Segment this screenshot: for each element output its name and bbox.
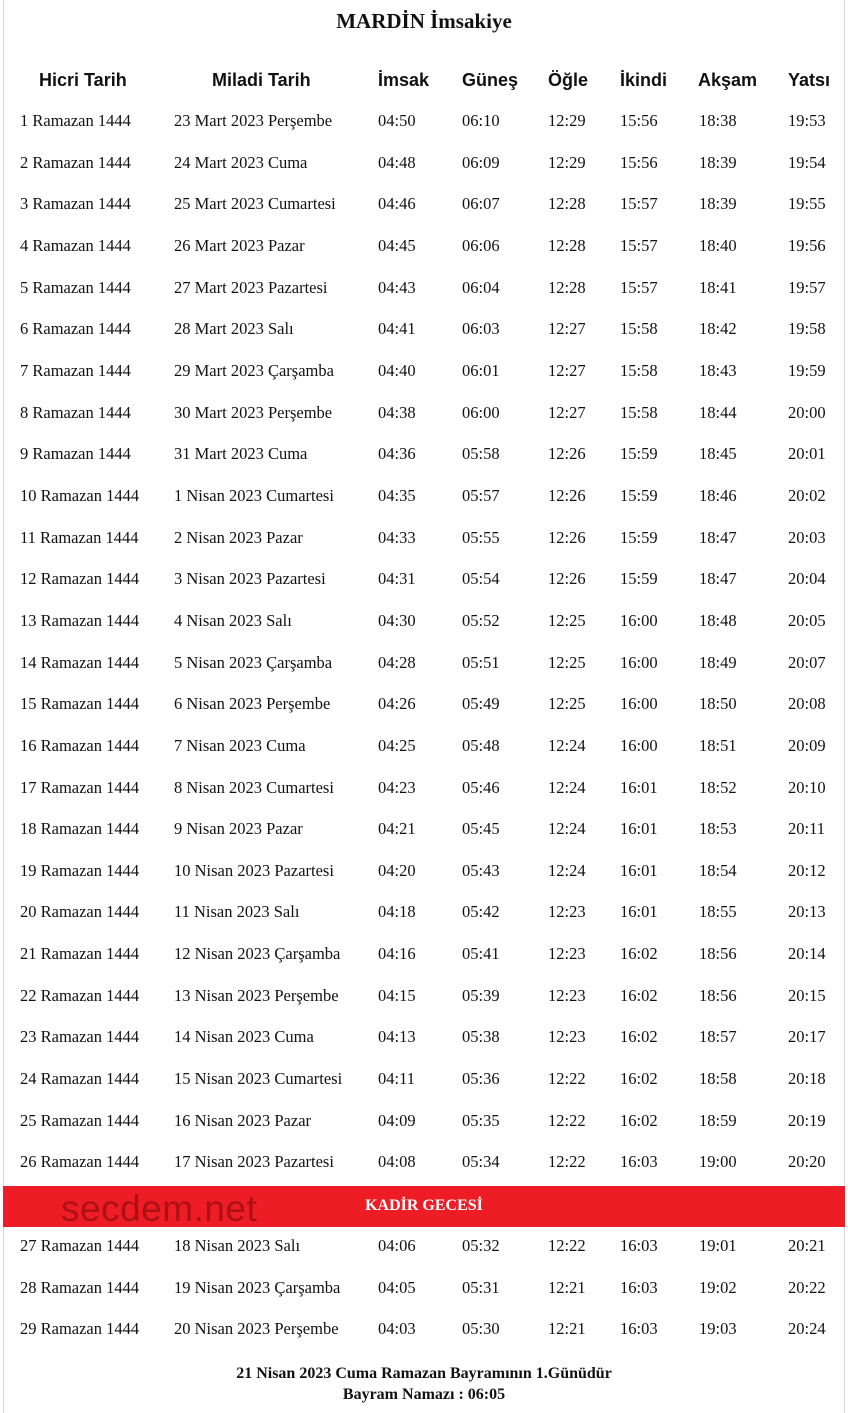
table-row bbox=[0, 145, 848, 187]
hicri-date: 13 Ramazan 1444 bbox=[20, 610, 140, 630]
aksam-time: 18:52 bbox=[699, 777, 737, 797]
ogle-time: 12:22 bbox=[548, 1110, 586, 1130]
yatsi-time: 20:20 bbox=[788, 1152, 826, 1172]
imsak-time: 04:50 bbox=[378, 111, 416, 130]
hicri-date: 16 Ramazan 1444 bbox=[20, 735, 140, 755]
hicri-date: 22 Ramazan 1444 bbox=[20, 985, 140, 1005]
miladi-date: 3 Nisan 2023 Pazartesi bbox=[174, 569, 326, 589]
imsak-time: 04:05 bbox=[378, 1277, 416, 1297]
imsak-time: 04:43 bbox=[378, 277, 416, 297]
hicri-date: 25 Ramazan 1444 bbox=[20, 1110, 140, 1130]
footer-namaz-line: Bayram Namazı : 06:05 bbox=[342, 1386, 506, 1403]
imsak-time: 04:09 bbox=[378, 1110, 416, 1130]
table-row bbox=[0, 436, 848, 478]
imsak-time: 04:20 bbox=[378, 860, 416, 880]
ikindi-time: 16:00 bbox=[620, 694, 658, 714]
imsak-time: 04:21 bbox=[378, 819, 416, 839]
hicri-date: 1 Ramazan 1444 bbox=[20, 111, 131, 130]
table-row bbox=[0, 1019, 848, 1061]
hicri-date: 19 Ramazan 1444 bbox=[20, 860, 140, 880]
miladi-date: 5 Nisan 2023 Çarşamba bbox=[174, 652, 333, 672]
aksam-time: 18:49 bbox=[699, 652, 737, 672]
gunes-time: 05:36 bbox=[462, 1069, 500, 1089]
miladi-date: 16 Nisan 2023 Pazar bbox=[174, 1110, 312, 1130]
imsak-time: 04:23 bbox=[378, 777, 416, 797]
aksam-time: 18:40 bbox=[699, 235, 737, 255]
gunes-time: 05:54 bbox=[462, 569, 500, 589]
table-body-before bbox=[0, 103, 848, 1186]
imsak-time: 04:18 bbox=[378, 902, 416, 922]
gunes-time: 05:51 bbox=[462, 652, 500, 672]
yatsi-time: 19:56 bbox=[788, 235, 826, 255]
table-row bbox=[0, 936, 848, 978]
table-row bbox=[0, 770, 848, 812]
table-row bbox=[0, 603, 848, 645]
table-row bbox=[0, 520, 848, 562]
aksam-time: 18:45 bbox=[699, 444, 737, 464]
miladi-date: 25 Mart 2023 Cumartesi bbox=[174, 194, 336, 214]
miladi-date: 29 Mart 2023 Çarşamba bbox=[174, 360, 334, 380]
ikindi-time: 16:00 bbox=[620, 610, 658, 630]
imsak-time: 04:28 bbox=[378, 652, 416, 672]
imsak-time: 04:45 bbox=[378, 235, 416, 255]
miladi-date: 30 Mart 2023 Perşembe bbox=[174, 402, 333, 422]
table-row bbox=[0, 353, 848, 395]
imsak-time: 04:25 bbox=[378, 735, 416, 755]
miladi-date: 27 Mart 2023 Pazartesi bbox=[174, 277, 328, 297]
table-row bbox=[0, 478, 848, 520]
hicri-date: 8 Ramazan 1444 bbox=[20, 402, 131, 422]
yatsi-time: 20:07 bbox=[788, 652, 826, 672]
yatsi-time: 19:53 bbox=[788, 111, 826, 130]
ikindi-time: 15:56 bbox=[620, 152, 658, 172]
imsak-time: 04:48 bbox=[378, 152, 416, 172]
hicri-date: 28 Ramazan 1444 bbox=[20, 1277, 140, 1297]
ikindi-time: 15:58 bbox=[620, 319, 658, 339]
yatsi-time: 20:08 bbox=[788, 694, 826, 714]
ogle-time: 12:28 bbox=[548, 235, 586, 255]
yatsi-time: 20:01 bbox=[788, 444, 826, 464]
gunes-time: 05:39 bbox=[462, 985, 500, 1005]
ikindi-time: 16:01 bbox=[620, 860, 658, 880]
header-imsak: İmsak bbox=[378, 70, 430, 90]
yatsi-time: 19:59 bbox=[788, 360, 826, 380]
ogle-time: 12:27 bbox=[548, 360, 586, 380]
imsak-time: 04:11 bbox=[378, 1069, 415, 1089]
yatsi-time: 20:14 bbox=[788, 944, 826, 964]
aksam-time: 18:59 bbox=[699, 1110, 737, 1130]
ikindi-time: 15:58 bbox=[620, 360, 658, 380]
hicri-date: 29 Ramazan 1444 bbox=[20, 1319, 140, 1339]
ikindi-time: 16:02 bbox=[620, 1110, 658, 1130]
yatsi-time: 20:19 bbox=[788, 1110, 826, 1130]
miladi-date: 12 Nisan 2023 Çarşamba bbox=[174, 944, 341, 964]
table-row bbox=[0, 1311, 848, 1353]
ogle-time: 12:29 bbox=[548, 152, 586, 172]
miladi-date: 26 Mart 2023 Pazar bbox=[174, 235, 305, 255]
miladi-date: 8 Nisan 2023 Cumartesi bbox=[174, 777, 334, 797]
imsak-time: 04:40 bbox=[378, 360, 416, 380]
hicri-date: 6 Ramazan 1444 bbox=[20, 319, 131, 339]
yatsi-time: 20:02 bbox=[788, 485, 826, 505]
ikindi-time: 15:57 bbox=[620, 277, 658, 297]
table-row bbox=[0, 103, 848, 145]
miladi-date: 6 Nisan 2023 Perşembe bbox=[174, 694, 331, 714]
ogle-time: 12:27 bbox=[548, 402, 586, 422]
header-gunes: Güneş bbox=[462, 70, 519, 90]
header-aksam: Akşam bbox=[698, 70, 758, 90]
ogle-time: 12:23 bbox=[548, 985, 586, 1005]
table-row bbox=[0, 186, 848, 228]
watermark: secdem.net bbox=[61, 1188, 258, 1229]
table-row bbox=[0, 1061, 848, 1103]
miladi-date: 7 Nisan 2023 Cuma bbox=[174, 735, 306, 755]
table-body-after bbox=[0, 1228, 848, 1353]
imsak-time: 04:03 bbox=[378, 1319, 416, 1339]
ogle-time: 12:23 bbox=[548, 902, 586, 922]
aksam-time: 18:54 bbox=[699, 860, 737, 880]
gunes-time: 06:01 bbox=[462, 360, 500, 380]
table-row bbox=[0, 561, 848, 603]
aksam-time: 18:43 bbox=[699, 360, 737, 380]
hicri-date: 24 Ramazan 1444 bbox=[20, 1069, 140, 1089]
ikindi-time: 16:01 bbox=[620, 777, 658, 797]
ikindi-time: 15:57 bbox=[620, 235, 658, 255]
aksam-time: 18:58 bbox=[699, 1069, 737, 1089]
ikindi-time: 16:01 bbox=[620, 902, 658, 922]
table-row bbox=[0, 1228, 848, 1270]
ogle-time: 12:28 bbox=[548, 194, 586, 214]
footer bbox=[0, 1363, 848, 1405]
aksam-time: 18:56 bbox=[699, 944, 737, 964]
ogle-time: 12:25 bbox=[548, 652, 586, 672]
hicri-date: 18 Ramazan 1444 bbox=[20, 819, 140, 839]
ikindi-time: 16:03 bbox=[620, 1319, 658, 1339]
yatsi-time: 20:24 bbox=[788, 1319, 826, 1339]
aksam-time: 18:55 bbox=[699, 902, 737, 922]
ikindi-time: 15:58 bbox=[620, 402, 658, 422]
aksam-time: 18:56 bbox=[699, 985, 737, 1005]
miladi-date: 15 Nisan 2023 Cumartesi bbox=[174, 1069, 343, 1089]
aksam-time: 18:44 bbox=[699, 402, 737, 422]
gunes-time: 05:32 bbox=[462, 1236, 500, 1255]
gunes-time: 06:10 bbox=[462, 111, 500, 130]
header-hicri: Hicri Tarih bbox=[39, 70, 127, 90]
miladi-date: 18 Nisan 2023 Salı bbox=[174, 1236, 301, 1255]
aksam-time: 19:03 bbox=[699, 1319, 737, 1339]
gunes-time: 06:04 bbox=[462, 277, 500, 297]
gunes-time: 06:03 bbox=[462, 319, 500, 339]
hicri-date: 20 Ramazan 1444 bbox=[20, 902, 140, 922]
gunes-time: 05:42 bbox=[462, 902, 500, 922]
miladi-date: 20 Nisan 2023 Perşembe bbox=[174, 1319, 339, 1339]
ikindi-time: 16:03 bbox=[620, 1236, 658, 1255]
ikindi-time: 16:02 bbox=[620, 944, 658, 964]
ogle-time: 12:23 bbox=[548, 1027, 586, 1047]
ogle-time: 12:23 bbox=[548, 944, 586, 964]
imsak-time: 04:38 bbox=[378, 402, 416, 422]
miladi-date: 4 Nisan 2023 Salı bbox=[174, 610, 292, 630]
yatsi-time: 20:09 bbox=[788, 735, 826, 755]
imsak-time: 04:36 bbox=[378, 444, 416, 464]
hicri-date: 9 Ramazan 1444 bbox=[20, 444, 131, 464]
ogle-time: 12:27 bbox=[548, 319, 586, 339]
miladi-date: 24 Mart 2023 Cuma bbox=[174, 152, 308, 172]
ogle-time: 12:22 bbox=[548, 1236, 586, 1255]
ogle-time: 12:24 bbox=[548, 777, 586, 797]
hicri-date: 14 Ramazan 1444 bbox=[20, 652, 140, 672]
aksam-time: 19:02 bbox=[699, 1277, 737, 1297]
hicri-date: 4 Ramazan 1444 bbox=[20, 235, 131, 255]
yatsi-time: 20:15 bbox=[788, 985, 826, 1005]
kadir-gecesi-label: KADİR GECESİ bbox=[365, 1197, 483, 1214]
miladi-date: 23 Mart 2023 Perşembe bbox=[174, 111, 333, 130]
gunes-time: 05:34 bbox=[462, 1152, 500, 1172]
page-title: MARDİN İmsakiye bbox=[336, 9, 512, 33]
ikindi-time: 15:59 bbox=[620, 527, 658, 547]
table-row bbox=[0, 395, 848, 437]
ogle-time: 12:24 bbox=[548, 819, 586, 839]
ogle-time: 12:21 bbox=[548, 1319, 586, 1339]
yatsi-time: 19:54 bbox=[788, 152, 826, 172]
yatsi-time: 20:18 bbox=[788, 1069, 826, 1089]
gunes-time: 05:46 bbox=[462, 777, 500, 797]
gunes-time: 05:41 bbox=[462, 944, 500, 964]
header-ogle: Öğle bbox=[548, 70, 589, 90]
ogle-time: 12:21 bbox=[548, 1277, 586, 1297]
ikindi-time: 15:59 bbox=[620, 485, 658, 505]
aksam-time: 18:50 bbox=[699, 694, 737, 714]
yatsi-time: 20:21 bbox=[788, 1236, 826, 1255]
aksam-time: 18:38 bbox=[699, 111, 737, 130]
table-header bbox=[0, 66, 848, 96]
aksam-time: 19:01 bbox=[699, 1236, 737, 1255]
table-row bbox=[0, 894, 848, 936]
table-row bbox=[0, 686, 848, 728]
miladi-date: 1 Nisan 2023 Cumartesi bbox=[174, 485, 334, 505]
aksam-time: 18:53 bbox=[699, 819, 737, 839]
hicri-date: 11 Ramazan 1444 bbox=[20, 527, 139, 547]
table-row bbox=[0, 1270, 848, 1312]
yatsi-time: 20:10 bbox=[788, 777, 826, 797]
ogle-time: 12:26 bbox=[548, 527, 586, 547]
table-row bbox=[0, 978, 848, 1020]
miladi-date: 28 Mart 2023 Salı bbox=[174, 319, 294, 339]
ogle-time: 12:28 bbox=[548, 277, 586, 297]
ogle-time: 12:25 bbox=[548, 694, 586, 714]
imsak-time: 04:08 bbox=[378, 1152, 416, 1172]
hicri-date: 21 Ramazan 1444 bbox=[20, 944, 140, 964]
table-row bbox=[0, 853, 848, 895]
imsak-time: 04:33 bbox=[378, 527, 416, 547]
miladi-date: 11 Nisan 2023 Salı bbox=[174, 902, 300, 922]
ogle-time: 12:24 bbox=[548, 860, 586, 880]
aksam-time: 18:46 bbox=[699, 485, 737, 505]
aksam-time: 18:42 bbox=[699, 319, 737, 339]
aksam-time: 18:48 bbox=[699, 610, 737, 630]
ogle-time: 12:26 bbox=[548, 485, 586, 505]
yatsi-time: 20:04 bbox=[788, 569, 826, 589]
gunes-time: 06:00 bbox=[462, 402, 500, 422]
gunes-time: 05:57 bbox=[462, 485, 500, 505]
yatsi-time: 20:13 bbox=[788, 902, 826, 922]
aksam-time: 18:41 bbox=[699, 277, 737, 297]
miladi-date: 19 Nisan 2023 Çarşamba bbox=[174, 1277, 341, 1297]
ikindi-time: 16:00 bbox=[620, 735, 658, 755]
gunes-time: 05:55 bbox=[462, 527, 500, 547]
ogle-time: 12:26 bbox=[548, 444, 586, 464]
imsak-time: 04:15 bbox=[378, 985, 416, 1005]
imsak-time: 04:35 bbox=[378, 485, 416, 505]
ikindi-time: 16:02 bbox=[620, 985, 658, 1005]
yatsi-time: 20:00 bbox=[788, 402, 826, 422]
table-row bbox=[0, 811, 848, 853]
imsak-time: 04:30 bbox=[378, 610, 416, 630]
table-row bbox=[0, 728, 848, 770]
hicri-date: 15 Ramazan 1444 bbox=[20, 694, 140, 714]
table-row bbox=[0, 228, 848, 270]
aksam-time: 18:47 bbox=[699, 527, 737, 547]
miladi-date: 9 Nisan 2023 Pazar bbox=[174, 819, 303, 839]
ogle-time: 12:24 bbox=[548, 735, 586, 755]
imsak-time: 04:06 bbox=[378, 1236, 416, 1255]
gunes-time: 05:35 bbox=[462, 1110, 500, 1130]
gunes-time: 05:31 bbox=[462, 1277, 500, 1297]
miladi-date: 2 Nisan 2023 Pazar bbox=[174, 527, 303, 547]
gunes-time: 05:49 bbox=[462, 694, 500, 714]
yatsi-time: 20:11 bbox=[788, 819, 825, 839]
table-row bbox=[0, 1144, 848, 1186]
ikindi-time: 15:57 bbox=[620, 194, 658, 214]
hicri-date: 26 Ramazan 1444 bbox=[20, 1152, 140, 1172]
yatsi-time: 19:57 bbox=[788, 277, 826, 297]
ogle-time: 12:29 bbox=[548, 111, 586, 130]
ogle-time: 12:22 bbox=[548, 1069, 586, 1089]
hicri-date: 3 Ramazan 1444 bbox=[20, 194, 131, 214]
imsak-time: 04:13 bbox=[378, 1027, 416, 1047]
gunes-time: 06:07 bbox=[462, 194, 500, 214]
imsak-time: 04:16 bbox=[378, 944, 416, 964]
ogle-time: 12:26 bbox=[548, 569, 586, 589]
hicri-date: 23 Ramazan 1444 bbox=[20, 1027, 140, 1047]
imsak-time: 04:31 bbox=[378, 569, 416, 589]
miladi-date: 31 Mart 2023 Cuma bbox=[174, 444, 308, 464]
miladi-date: 17 Nisan 2023 Pazartesi bbox=[174, 1152, 334, 1172]
ikindi-time: 15:56 bbox=[620, 111, 658, 130]
header-yatsi: Yatsı bbox=[788, 70, 831, 90]
hicri-date: 17 Ramazan 1444 bbox=[20, 777, 140, 797]
aksam-time: 18:47 bbox=[699, 569, 737, 589]
yatsi-time: 20:22 bbox=[788, 1277, 826, 1297]
miladi-date: 13 Nisan 2023 Perşembe bbox=[174, 985, 339, 1005]
table-row bbox=[0, 645, 848, 687]
ikindi-time: 15:59 bbox=[620, 569, 658, 589]
gunes-time: 05:43 bbox=[462, 860, 500, 880]
hicri-date: 12 Ramazan 1444 bbox=[20, 569, 140, 589]
hicri-date: 27 Ramazan 1444 bbox=[20, 1236, 140, 1255]
yatsi-time: 20:17 bbox=[788, 1027, 826, 1047]
ikindi-time: 16:03 bbox=[620, 1152, 658, 1172]
ikindi-time: 16:00 bbox=[620, 652, 658, 672]
ikindi-time: 16:02 bbox=[620, 1027, 658, 1047]
ikindi-time: 16:02 bbox=[620, 1069, 658, 1089]
ogle-time: 12:22 bbox=[548, 1152, 586, 1172]
table-row bbox=[0, 270, 848, 312]
gunes-time: 05:58 bbox=[462, 444, 500, 464]
ogle-time: 12:25 bbox=[548, 610, 586, 630]
gunes-time: 06:06 bbox=[462, 235, 500, 255]
gunes-time: 06:09 bbox=[462, 152, 500, 172]
gunes-time: 05:30 bbox=[462, 1319, 500, 1339]
header-ikindi: İkindi bbox=[620, 70, 668, 90]
table-row bbox=[0, 1103, 848, 1145]
yatsi-time: 20:05 bbox=[788, 610, 826, 630]
miladi-date: 14 Nisan 2023 Cuma bbox=[174, 1027, 314, 1047]
hicri-date: 2 Ramazan 1444 bbox=[20, 152, 131, 172]
yatsi-time: 19:55 bbox=[788, 194, 826, 214]
aksam-time: 18:39 bbox=[699, 194, 737, 214]
gunes-time: 05:48 bbox=[462, 735, 500, 755]
imsak-time: 04:26 bbox=[378, 694, 416, 714]
aksam-time: 18:51 bbox=[699, 735, 737, 755]
hicri-date: 10 Ramazan 1444 bbox=[20, 485, 140, 505]
gunes-time: 05:38 bbox=[462, 1027, 500, 1047]
imsak-time: 04:46 bbox=[378, 194, 416, 214]
yatsi-time: 20:03 bbox=[788, 527, 826, 547]
ikindi-time: 16:03 bbox=[620, 1277, 658, 1297]
gunes-time: 05:45 bbox=[462, 819, 500, 839]
hicri-date: 5 Ramazan 1444 bbox=[20, 277, 131, 297]
imsak-time: 04:41 bbox=[378, 319, 416, 339]
ikindi-time: 15:59 bbox=[620, 444, 658, 464]
aksam-time: 18:39 bbox=[699, 152, 737, 172]
hicri-date: 7 Ramazan 1444 bbox=[20, 360, 131, 380]
miladi-date: 10 Nisan 2023 Pazartesi bbox=[174, 860, 334, 880]
table-row bbox=[0, 311, 848, 353]
aksam-time: 18:57 bbox=[699, 1027, 737, 1047]
ikindi-time: 16:01 bbox=[620, 819, 658, 839]
header-miladi: Miladi Tarih bbox=[212, 70, 311, 90]
yatsi-time: 19:58 bbox=[788, 319, 826, 339]
gunes-time: 05:52 bbox=[462, 610, 500, 630]
yatsi-time: 20:12 bbox=[788, 860, 826, 880]
aksam-time: 19:00 bbox=[699, 1152, 737, 1172]
footer-bayram-line: 21 Nisan 2023 Cuma Ramazan Bayramının 1.Günüdür bbox=[236, 1365, 612, 1382]
